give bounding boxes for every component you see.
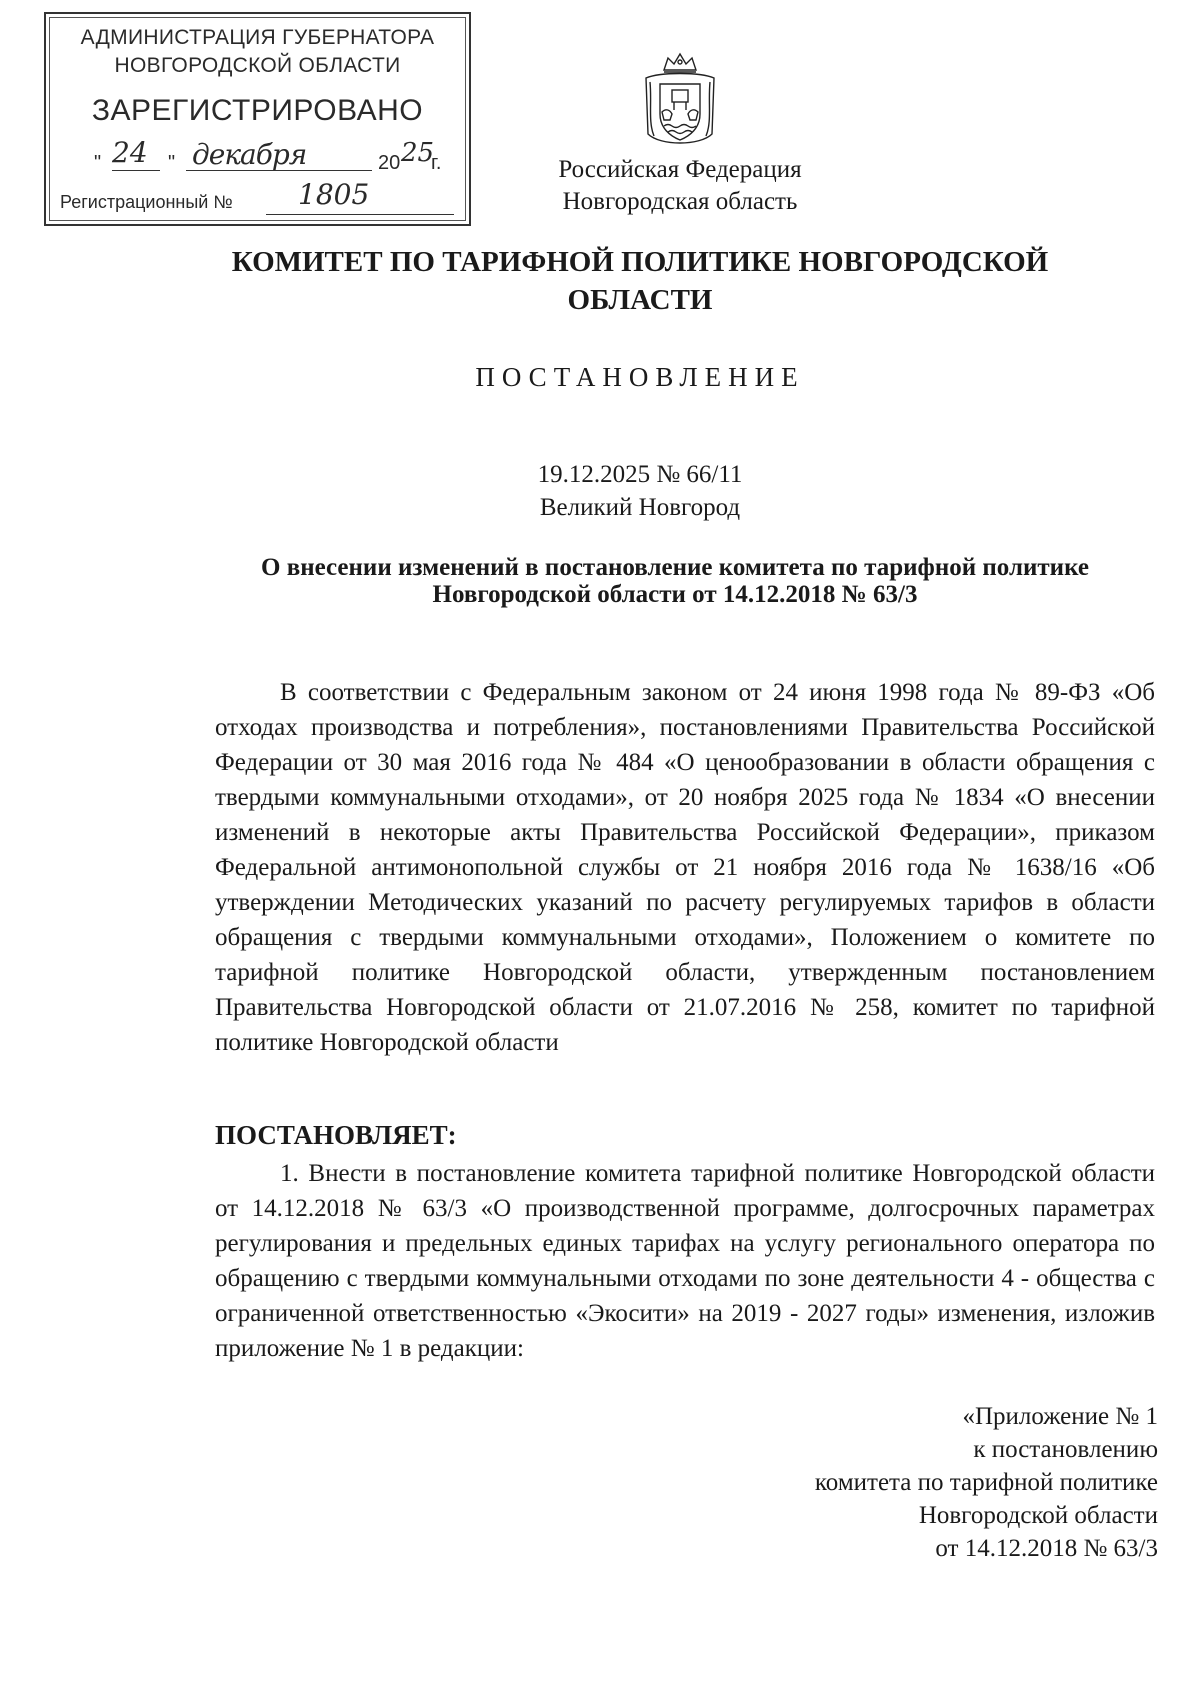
committee-title: КОМИТЕТ ПО ТАРИФНОЙ ПОЛИТИКЕ НОВГОРОДСКОЙ ОБЛАСТИ xyxy=(231,246,1049,316)
stamp-century: 20 xyxy=(378,152,401,174)
stamp-month-underline xyxy=(186,170,372,171)
appendix-line-4: Новгородской области xyxy=(918,1502,1158,1529)
novgorod-coat-of-arms-icon xyxy=(640,52,720,150)
preamble-paragraph: В соответствии с Федеральным законом от 24 июня 1998 года № 89-ФЗ «Об отходах производства и потребления», постановлениями Правительства Российской Федерации от 30 мая 2016 года № 484 «О ценообразовании в области обращения с твердыми коммунальными отходами», от 20 ноября 2025 года № 1834 «О внесении изменений в некоторые акты Правительства Российской Федерации», приказом Федеральной антимонопольной службы от 21 ноября 2016 года № 1638/16 «Об утверждении Методических указаний по расчету регулируемых тарифов в области обращения с твердыми коммунальными отходами», Положением о комитете по тарифной политике Новгородской области, утвержденным постановлением Правительства Новгородской области от 21.07.2016 № 258, комитет по тарифной политике Новгородской области xyxy=(215,679,1155,1056)
document-city: Великий Новгород xyxy=(539,494,741,521)
stamp-quote-close: " xyxy=(168,152,176,174)
appendix-line-2: к постановлению xyxy=(973,1436,1158,1463)
stamp-number-underline xyxy=(266,214,454,215)
appendix-line-3: комитета по тарифной политике xyxy=(814,1469,1158,1496)
stamp-month: декабря xyxy=(192,138,307,171)
stamp-org-line2: НОВГОРОДСКОЙ ОБЛАСТИ xyxy=(114,54,401,77)
appendix-line-5: от 14.12.2018 № 63/3 xyxy=(935,1535,1158,1562)
region-name: Новгородская область xyxy=(562,188,798,215)
document-type: ПОСТАНОВЛЕНИЕ xyxy=(475,362,805,392)
document-subject: О внесении изменений в постановление комитета по тарифной политике Новгородской области от 14.12.2018 № 63/3 xyxy=(261,554,1089,608)
stamp-registered: ЗАРЕГИСТРИРОВАНО xyxy=(91,94,424,127)
stamp-year: 25 xyxy=(401,138,435,168)
country-name: Российская Федерация xyxy=(558,156,802,183)
appendix-header xyxy=(620,1400,1158,1565)
stamp-quote-open: " xyxy=(94,152,102,174)
registration-stamp xyxy=(44,12,471,226)
stamp-number-label: Регистрационный № xyxy=(60,192,233,212)
stamp-number-row xyxy=(60,180,455,216)
resolves-heading: ПОСТАНОВЛЯЕТ: xyxy=(215,1120,457,1150)
appendix-line-1: «Приложение № 1 xyxy=(962,1403,1158,1430)
document-date-number: 19.12.2025 № 66/11 xyxy=(537,461,743,488)
stamp-number-value: 1805 xyxy=(298,178,370,211)
stamp-day: 24 xyxy=(112,136,148,169)
stamp-date-row xyxy=(76,136,449,180)
stamp-year-unit: г. xyxy=(431,152,442,174)
stamp-org-line1: АДМИНИСТРАЦИЯ ГУБЕРНАТОРА xyxy=(80,26,435,49)
item-1-paragraph: 1. Внести в постановление комитета тарифной политике Новгородской области от 14.12.2018 № 63/3 «О производственной программе, долгосрочных параметрах регулирования и предельных единых тарифах на услугу регионального оператора по обращению с твердыми коммунальными отходами по зоне деятельности 4 - общества с ограниченной ответственностью «Экосити» на 2019 - 2027 годы» изменения, изложив приложение № 1 в редакции: xyxy=(215,1160,1155,1362)
stamp-day-underline xyxy=(112,170,160,171)
